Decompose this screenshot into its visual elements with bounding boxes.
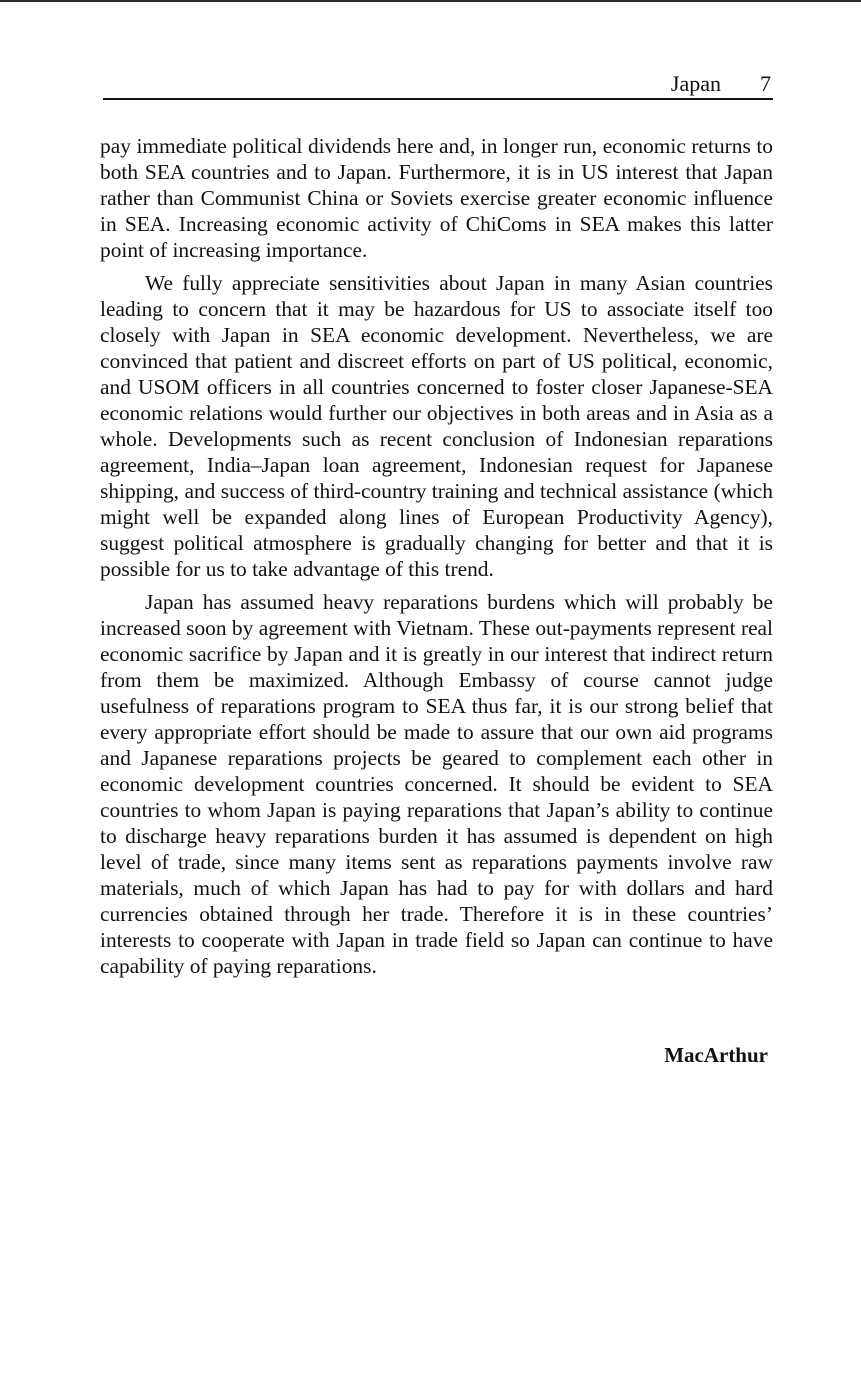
page-number: 7 (760, 71, 771, 96)
running-header-title: Japan (670, 71, 721, 96)
paragraph-reparations: Japan has assumed heavy reparations burdens which will probably be increased soon by agreement with Vietnam. These out-payments represent real economic sacrifice by Japan and it is greatly in our interest that indirect return from them be maximized. Although Embassy of course cannot judge usefulness of reparations program to SEA thus far, it is our strong belief that every appropriate effort should be made to assure that our own aid programs and Japanese reparations projects be geared to complement each other in economic development countries concerned. It should be evident to SEA countries to whom Japan is paying reparations that Japan’s ability to continue to discharge heavy reparations burden it has assumed is dependent on high level of trade, since many items sent as reparations payments involve raw materials, much of which Japan has had to pay for with dollars and hard currencies obtained through her trade. Therefore it is in these countries’ interests to cooperate with Japan in trade field so Japan can continue to have capability of paying reparations. (100, 590, 773, 978)
signature: MacArthur (664, 1043, 768, 1067)
document-body (100, 133, 773, 986)
paragraph-continuation: pay immediate political dividends here and, in longer run, economic returns to both SEA countries and to Japan. Furthermore, it is in US interest that Japan rather than Communist China or Soviets exercise greater economic influence in SEA. Increasing economic activity of ChiComs in SEA makes this latter point of increasing importance. (100, 134, 773, 262)
paragraph-sensitivities: We fully appreciate sensitivities about Japan in many Asian countries leading to concern that it may be hazardous for US to associate itself too closely with Japan in SEA economic development. Nevertheless, we are convinced that patient and discreet efforts on part of US political, economic, and USOM officers in all countries concerned to foster closer Japanese-SEA economic relations would further our objectives in both areas and in Asia as a whole. Developments such as recent conclusion of Indonesian reparations agreement, India–Japan loan agreement, Indonesian request for Japanese shipping, and success of third-country training and technical assistance (which might well be expanded along lines of European Productivity Agency), suggest political atmosphere is gradually changing for better and that it is possible for us to take advantage of this trend. (100, 271, 773, 581)
page-top-edge (0, 0, 861, 2)
running-header (103, 70, 773, 100)
